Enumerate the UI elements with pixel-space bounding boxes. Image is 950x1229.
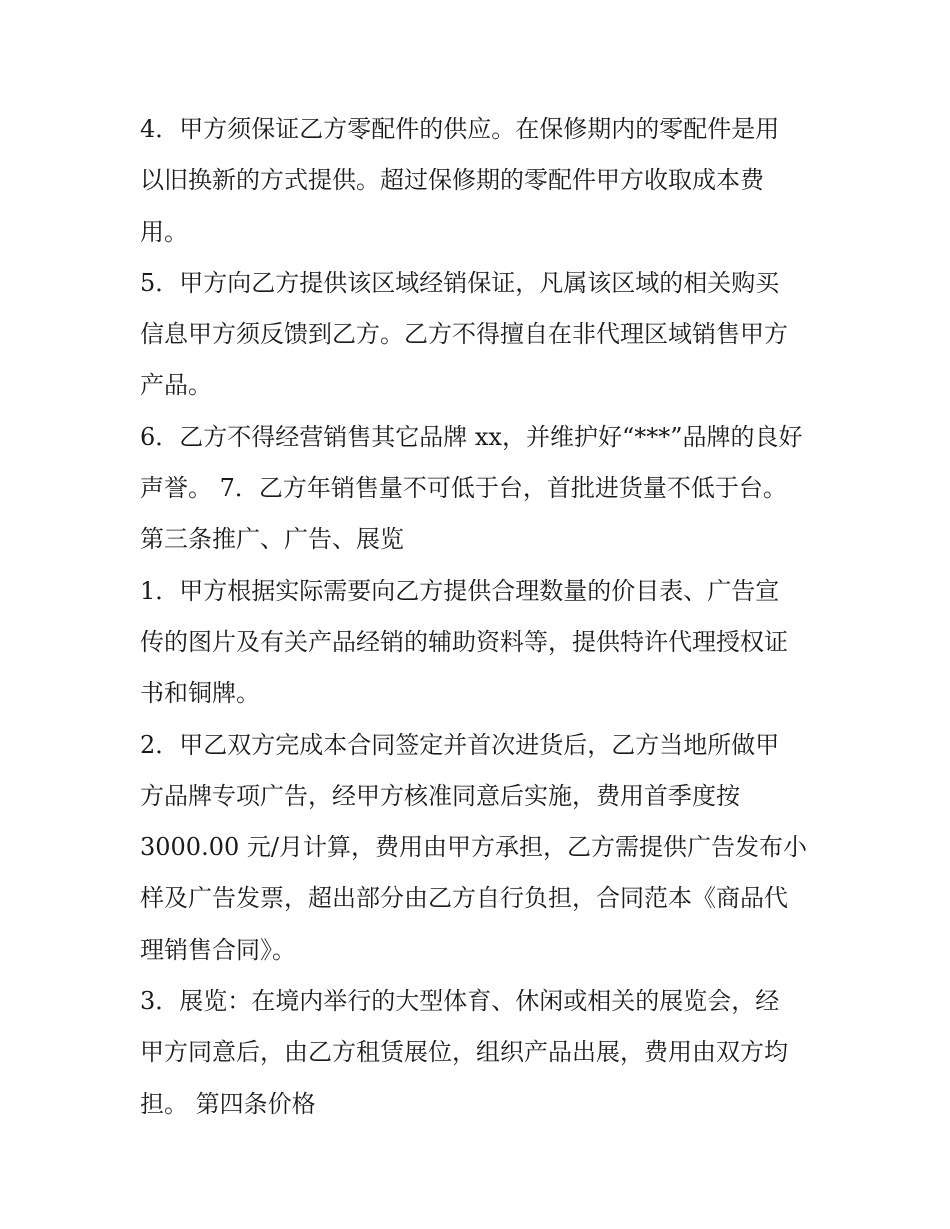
text-line: 4．甲方须保证乙方零配件的供应。在保修期内的零配件是用 [140, 115, 780, 143]
text-line: 3．展览：在境内举行的大型体育、休闲或相关的展览会，经 [140, 987, 780, 1016]
text-line: 2．甲乙双方完成本合同签定并首次进货后，乙方当地所做甲 [140, 730, 780, 759]
text-line: 理销售合同》。 [140, 935, 296, 964]
text-line: 甲方同意后，由乙方租赁展位，组织产品出展，费用由双方均 [140, 1038, 788, 1067]
text-line: 6．乙方不得经营销售其它品牌 xx，并维护好“***”品牌的良好 [140, 422, 803, 451]
text-line: 产品。 [140, 371, 212, 400]
text-line: 3000.00 元/月计算，费用由甲方承担，乙方需提供广告发布小 [140, 833, 807, 862]
text-line: 书和铜牌。 [140, 679, 260, 708]
text-line: 样及广告发票，超出部分由乙方自行负担，合同范本《商品代 [140, 884, 788, 913]
text-line: 用。 [140, 217, 188, 246]
section-heading: 第三条推广、广告、展览 [140, 525, 404, 554]
text-line: 担。 第四条价格 [140, 1089, 316, 1118]
text-line: 1．甲方根据实际需要向乙方提供合理数量的价目表、广告宣 [140, 576, 780, 605]
text-line: 信息甲方须反馈到乙方。乙方不得擅自在非代理区域销售甲方 [140, 320, 788, 349]
text-line: 5．甲方向乙方提供该区域经销保证，凡属该区域的相关购买 [140, 268, 780, 297]
text-line: 声誉。 7．乙方年销售量不可低于台，首批进货量不低于台。 [140, 474, 787, 503]
text-line: 以旧换新的方式提供。超过保修期的零配件甲方收取成本费 [140, 166, 764, 195]
text-line: 方品牌专项广告，经甲方核准同意后实施，费用首季度按 [140, 781, 740, 810]
contract-text [140, 104, 820, 1130]
text-line: 传的图片及有关产品经销的辅助资料等，提供特许代理授权证 [140, 627, 788, 656]
